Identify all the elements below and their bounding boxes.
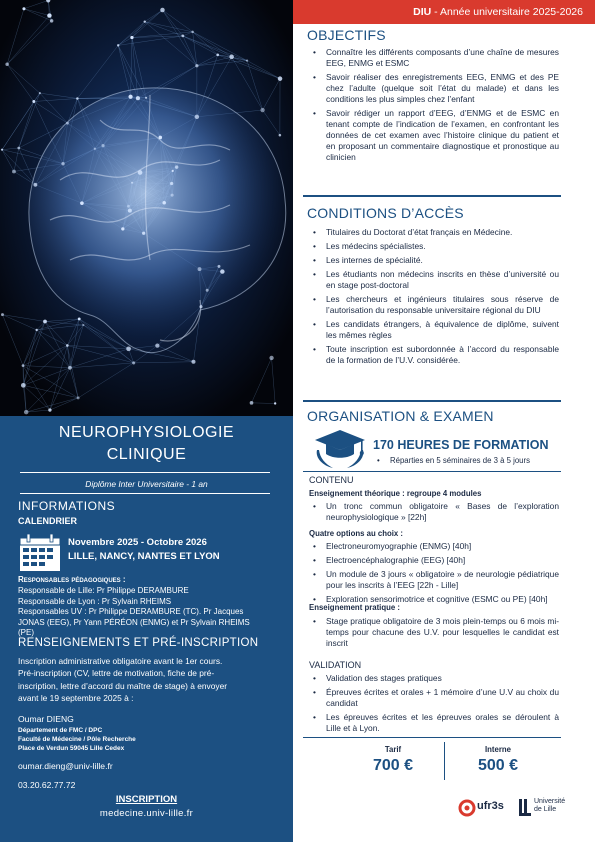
list-item-text: Un tronc commun obligatoire « Bases de l’exploration neurophysiologique » [22h]	[326, 501, 559, 522]
program-title-line2: CLINIQUE	[106, 446, 187, 463]
registration-line: avant le 19 septembre 2025 à :	[18, 692, 134, 703]
program-title	[0, 422, 293, 466]
registration-text	[18, 655, 280, 704]
options-heading: Quatre options au choix :	[309, 529, 404, 538]
list-item: • Les médecins spécialistes.	[309, 241, 559, 252]
info-heading: INFORMATIONS	[18, 499, 116, 513]
conditions-heading: CONDITIONS D’ACCÈS	[307, 205, 464, 221]
registration-line: Inscription administrative obligatoire avant le 1er cours.	[18, 656, 223, 666]
interne-label: Interne	[485, 745, 511, 754]
theory-heading: Enseignement théorique : regroupe 4 modules	[309, 489, 482, 498]
tarif-label: Tarif	[384, 745, 402, 754]
list-item: • Épreuves écrites et orales + 1 mémoire d’une U.V au choix du candidat	[309, 687, 559, 709]
universite-lille-logo-text: Université de Lille	[534, 798, 566, 813]
training-hours-text: 170 HEURES DE FORMATION	[373, 438, 549, 452]
resp-list	[18, 586, 280, 639]
hours-detail	[373, 455, 573, 469]
registration-line: Pré-inscription (CV, lettre de motivation, fiche de pré-	[18, 668, 215, 679]
practice-heading: Enseignement pratique :	[309, 603, 400, 612]
resp-line: Responsable de Lille: Pr Philippe DERAMBURE	[18, 586, 189, 595]
registration-heading: RENSEIGNEMENTS ET PRÉ-INSCRIPTION	[18, 637, 259, 649]
list-item: • Electroneuromyographie (ENMG) [40h]	[309, 541, 559, 552]
list-item: • Réparties en 5 séminaires de 3 à 5 jours	[373, 455, 573, 466]
objectifs-divider	[303, 195, 561, 197]
title-divider-top	[20, 472, 270, 473]
conditions-divider	[303, 400, 561, 402]
contact-name: Oumar DIENG	[18, 714, 74, 724]
contact-line: Département de FMC / DPC	[18, 727, 103, 734]
list-item: • Les épreuves écrites et les épreuves orales se déroulent à Lille et à Lyon.	[309, 712, 559, 734]
resp-heading: Responsables pédagogiques :	[18, 575, 126, 584]
academic-year: - Année universitaire 2025-2026	[434, 6, 583, 18]
org-divider	[303, 471, 561, 472]
objectifs-list	[309, 47, 559, 166]
validation-heading: VALIDATION	[309, 660, 362, 670]
objectifs-heading: OBJECTIFS	[307, 27, 386, 43]
contenu-heading: CONTENU	[309, 475, 354, 485]
list-item	[309, 501, 559, 523]
graduation-cap-icon	[311, 428, 369, 470]
organisation-heading: ORGANISATION & EXAMEN	[307, 408, 494, 424]
list-item: • Les chercheurs et ingénieurs titulaires sous réserve de l’autorisation du responsable universitaire régional du DIU	[309, 294, 559, 316]
training-hours	[373, 438, 549, 452]
program-subtitle: Diplôme Inter Universitaire - 1 an	[85, 479, 208, 489]
calendar-icon	[19, 534, 61, 572]
ufr3s-logo	[458, 798, 508, 818]
options-list	[309, 541, 559, 608]
pricing-separator	[444, 742, 445, 780]
calendar-places: LILLE, NANCY, NANTES ET LYON	[68, 551, 220, 562]
interne-value: 500 €	[477, 757, 519, 774]
theory-list	[309, 501, 559, 526]
list-item: • Savoir rédiger un rapport d’EEG, d’ENMG et de ESMC en tenant compte de l’indication de l’examen, en confrontant les données de cet examen avec l’histoire clinique du patient et en proposant un commentaire diagnostique et pronostique au clinicien	[309, 108, 559, 163]
contact-line: Faculté de Médecine / Pôle Recherche	[18, 736, 136, 744]
list-item: • Les internes de spécialité.	[309, 255, 559, 266]
brain-network-image	[0, 0, 293, 416]
diu-label: DIU	[413, 6, 432, 18]
list-item: • Savoir réaliser des enregistrements EEG, ENMG et des PE chez l’adulte (quelque soit l’état du malade) et dans les conditions les plus simples chez l’enfant	[309, 72, 559, 105]
resp-line: Responsables UV : Pr Philippe DERAMBURE (TC). Pr Jacques	[18, 607, 244, 616]
contact-phone: 03.20.62.77.72	[18, 780, 76, 790]
calendar-dates: Novembre 2025 - Octobre 2026	[68, 537, 207, 548]
list-item: • Un module de 3 jours « obligatoire » de neurologie pédiatrique pour les inscrits à l’EEG [22h - Lille]	[309, 569, 559, 591]
inscription-label[interactable]: INSCRIPTION	[115, 794, 178, 805]
list-item: • Validation des stages pratiques	[309, 673, 559, 684]
validation-list	[309, 673, 559, 737]
title-divider-bottom	[20, 493, 270, 494]
list-item: • Stage pratique obligatoire de 3 mois plein-temps ou 6 mois mi-temps pour chacune des U.V. pour lesquelles le candidat est inscrit	[309, 616, 559, 649]
contact-address	[18, 726, 136, 754]
validation-divider	[303, 737, 561, 738]
website-link[interactable]: medecine.univ-lille.fr	[99, 808, 194, 819]
program-title-line1: NEUROPHYSIOLOGIE	[58, 424, 235, 441]
resp-line: JONAS (EEG), Pr Yann PÉRÉON (ENMG) et Pr Sylvain RHEIMS	[18, 617, 250, 627]
list-item: • Titulaires du Doctorat d’état français en Médecine.	[309, 227, 559, 238]
list-item: • Exploration sensorimotrice et cognitive (ESMC ou PE) [40h]	[309, 594, 559, 605]
tarif-value: 700 €	[372, 757, 414, 774]
left-panel	[0, 0, 293, 842]
list-item: • Electroencéphalographie (EEG) [40h]	[309, 555, 559, 566]
right-panel	[293, 0, 595, 842]
contact-line: Place de Verdun 59045 Lille Cedex	[18, 745, 125, 753]
list-item: • Toute inscription est subordonnée à l’accord du responsable de la formation de l’U.V. considérée.	[309, 344, 559, 366]
practice-list	[309, 616, 559, 652]
calendar-heading: CALENDRIER	[18, 516, 78, 526]
list-item: • Les candidats étrangers, à équivalence de diplôme, suivent les mêmes règles	[309, 319, 559, 341]
universite-lille-logo	[518, 797, 578, 819]
ufr3s-logo-text: ufr3s	[477, 800, 504, 812]
year-banner	[293, 0, 595, 24]
registration-line: inscription, lettre d’accord du maître de stage) à envoyer	[18, 680, 228, 691]
contact-email[interactable]: oumar.dieng@univ-lille.fr	[18, 761, 113, 771]
resp-line: (PE)	[18, 628, 34, 637]
resp-line: Responsable de Lyon : Pr Sylvain RHEIMS	[18, 596, 172, 606]
list-item: • Les étudiants non médecins inscrits en thèse d’université ou en stage post-doctoral	[309, 269, 559, 291]
list-item: • Connaître les différents composants d’une chaîne de mesures EEG, ENMG et ESMC	[309, 47, 559, 69]
conditions-list	[309, 227, 559, 369]
